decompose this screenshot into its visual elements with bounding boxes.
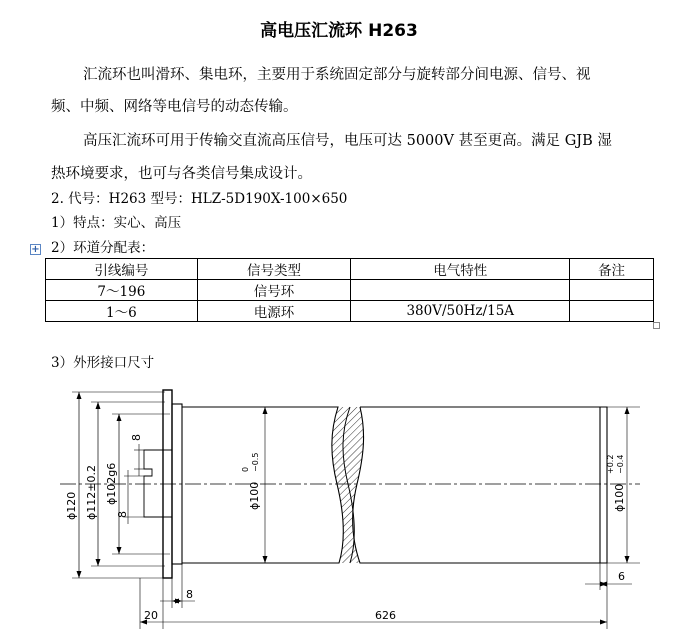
- table-header-cell: 备注: [570, 259, 654, 280]
- paragraph-1-line-2: 频、中频、网络等电信号的动态传输。: [51, 99, 298, 115]
- paragraph-2-line-2: 热环境要求，也可与各类信号集成设计。: [51, 166, 312, 182]
- paragraph-1-line-1: 汇流环也叫滑环、集电环，主要用于系统固定部分与旋转部分间电源、信号、视: [83, 67, 591, 83]
- table-cell: 7～196: [46, 280, 198, 301]
- dim-20-label: 20: [144, 609, 158, 622]
- table-header-cell: 电气特性: [351, 259, 570, 280]
- dim-8-flange-label: 8: [186, 588, 193, 601]
- document-title: 高电压汇流环 H263: [260, 21, 418, 41]
- table-header-cell: 引线编号: [46, 259, 198, 280]
- paragraph-2-line-1: 高压汇流环可用于传输交直流高压信号，电压可达 5000V 甚至更高。满足 GJB 湿: [83, 133, 612, 149]
- table-move-handle-icon[interactable]: +: [31, 244, 40, 255]
- dim-d120-label: ϕ120: [65, 491, 78, 520]
- dim-d100-right-tol-down: −0.4: [616, 454, 625, 474]
- dim-d100-right-tol-up: +0.2: [606, 454, 615, 474]
- dim-d100-left-tol-down: −0.5: [251, 452, 260, 472]
- table-cell: 电源环: [197, 301, 351, 322]
- dim-d100-left-tol-up: 0: [241, 466, 250, 472]
- dim-626-label: 626: [375, 609, 396, 622]
- dim-d112-label: ϕ112±0.2: [85, 465, 98, 520]
- table-cell: 信号环: [197, 280, 351, 301]
- table-cell: 380V/50Hz/15A: [351, 301, 570, 322]
- dim-d100-right-label: ϕ100: [613, 483, 626, 512]
- dim-8-key-label: 8: [116, 511, 129, 518]
- table-heading: 2）环道分配表：: [51, 240, 155, 256]
- feature-line: 1）特点：实心、高压: [51, 215, 182, 231]
- dim-6-label: 6: [618, 570, 625, 583]
- table-cell: 1～6: [46, 301, 198, 322]
- dim-d100-left-label: ϕ100: [248, 481, 261, 510]
- table-header-cell: 信号类型: [197, 259, 351, 280]
- dim-d102-label: ϕ102g6: [105, 462, 118, 505]
- dim-8-top-label: 8: [130, 434, 143, 441]
- code-model-line: 2. 代号：H263 型号：HLZ-5D190X-100×650: [51, 191, 348, 207]
- dims-heading: 3）外形接口尺寸: [51, 355, 155, 371]
